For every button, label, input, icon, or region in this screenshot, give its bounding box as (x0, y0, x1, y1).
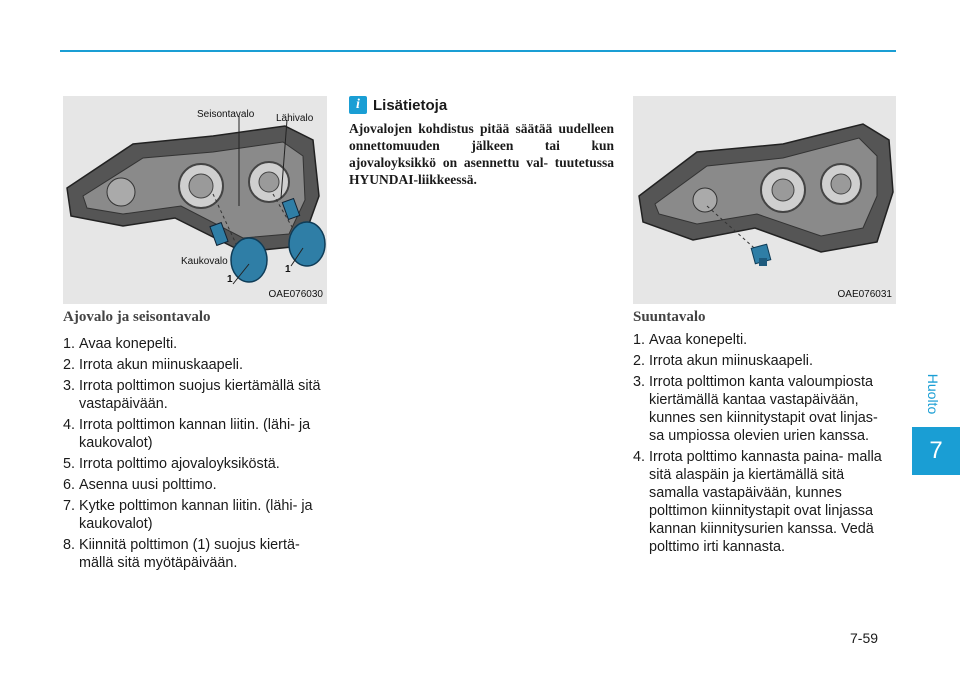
step-item (633, 448, 896, 556)
chapter-number-tab: 7 (912, 427, 960, 475)
step-item (633, 352, 896, 370)
step-number: 7. (63, 498, 76, 514)
step-number: 1. (633, 332, 646, 348)
step-number: 5. (63, 456, 76, 472)
step-text: Kiinnitä polttimon (1) suojus kiertä- mällä sitä myötäpäivään. (79, 537, 300, 571)
step-item (63, 335, 325, 353)
section-heading: Ajovalo ja seisontavalo (63, 309, 211, 325)
step-item (63, 536, 325, 572)
step-text: Irrota akun miinuskaapeli. (79, 357, 243, 373)
callout-number: 1 (227, 274, 233, 285)
step-number: 4. (63, 417, 76, 433)
label-seisontavalo: Seisontavalo (197, 109, 255, 120)
info-note (349, 96, 614, 188)
step-item (63, 476, 325, 494)
step-text: Irrota polttimo kannasta paina- malla sitä alaspäin ja kiertämällä sitä samalla vastapäivään, kunnes polttimon kiinnitystapit ovat linjassa kannan kiinnitysurien kanssa. Vedä polttimo irti kannasta. (649, 449, 882, 555)
step-number: 2. (63, 357, 76, 373)
headlamp-bulb-figure (63, 96, 327, 304)
callout-number: 1 (285, 264, 291, 275)
step-text: Kytke polttimon kannan liitin. (lähi- ja kaukovalot) (79, 498, 313, 532)
info-icon: i (349, 96, 367, 114)
step-number: 2. (633, 353, 646, 369)
step-text: Irrota polttimon suojus kiertämällä sitä vastapäivään. (79, 378, 321, 412)
header-rule (60, 50, 896, 52)
step-number: 3. (633, 374, 646, 390)
info-title: Lisätietoja (373, 96, 448, 114)
step-item (633, 373, 896, 445)
step-text: Avaa konepelti. (79, 336, 178, 352)
procedure-steps (633, 331, 896, 559)
step-item (633, 331, 896, 349)
page-number: 7-59 (850, 630, 879, 646)
step-item (63, 497, 325, 533)
step-text: Irrota polttimon kanta valoumpiosta kiertämällä kantaa vastapäivään, kunnes sen kiinnitystapit ovat linjas- sa umpiossa olevien urien kanssa. (649, 374, 878, 444)
chapter-title-vertical (922, 368, 944, 428)
step-text: Asenna uusi polttimo. (79, 477, 217, 493)
step-number: 1. (63, 336, 76, 352)
step-number: 4. (633, 449, 646, 465)
figure-code: OAE076030 (268, 289, 323, 300)
label-lahivalo: Lähivalo (276, 113, 314, 124)
step-item (63, 377, 325, 413)
step-text: Irrota polttimon kannan liitin. (lähi- ja kaukovalot) (79, 417, 311, 451)
section-heading: Suuntavalo (633, 309, 706, 325)
step-number: 6. (63, 477, 76, 493)
info-text: Ajovalojen kohdistus pitää säätää uudelleen onnettomuuden jälkeen tai kun ajovaloyksikkö on asennettu val- tuutetussa HYUNDAI-liikkeessä. (349, 121, 614, 187)
step-text: Irrota akun miinuskaapeli. (649, 353, 813, 369)
step-item (63, 455, 325, 473)
figure-code: OAE076031 (837, 289, 892, 300)
chapter-title: Huolto (925, 373, 941, 415)
step-item (63, 356, 325, 374)
turn-signal-illustration (633, 96, 896, 304)
step-number: 8. (63, 537, 76, 553)
label-kaukovalo: Kaukovalo (181, 256, 228, 267)
turn-signal-figure (633, 96, 896, 304)
procedure-steps (63, 335, 325, 575)
step-item (63, 416, 325, 452)
step-text: Avaa konepelti. (649, 332, 748, 348)
step-text: Irrota polttimo ajovaloyksiköstä. (79, 456, 280, 472)
step-number: 3. (63, 378, 76, 394)
